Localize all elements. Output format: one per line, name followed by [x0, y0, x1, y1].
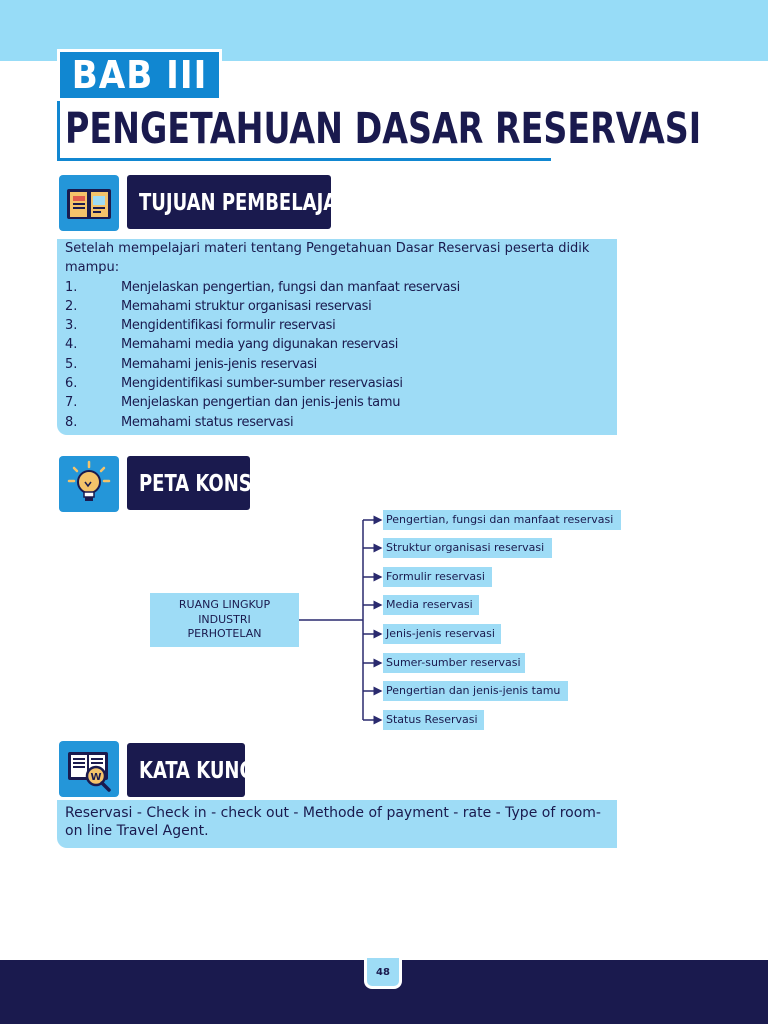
list-item: 4. Memahami media yang digunakan reservasi	[65, 337, 399, 353]
list-item: 5. Memahami jenis-jenis reservasi	[65, 356, 317, 372]
list-item: 2. Memahami struktur organisasi reservasi	[65, 298, 372, 314]
concept-map-branch: Jenis-jenis reservasi	[383, 624, 501, 644]
page-title: PENGETAHUAN DASAR RESERVASI	[65, 104, 702, 154]
list-item: 6. Mengidentifikasi sumber-sumber reservasiasi	[65, 376, 403, 392]
keywords-box	[57, 800, 617, 848]
concept-map-branch: Media reservasi	[383, 595, 479, 615]
objectives-heading: TUJUAN PEMBELAJARAN	[139, 188, 381, 216]
page-number: 48	[376, 966, 390, 978]
list-item: 8. Memahami status reservasi	[65, 414, 294, 430]
keywords-icon-box	[59, 741, 119, 797]
keywords-heading: KATA KUNCI	[139, 756, 260, 784]
svg-text:W: W	[90, 772, 102, 783]
chapter-label: BAB III	[71, 53, 208, 97]
keywords-heading-box	[127, 743, 260, 797]
list-item: 7. Menjelaskan pengertian dan jenis-jenis tamu	[65, 395, 401, 411]
concept-map-branch: Pengertian, fungsi dan manfaat reservasi	[383, 510, 621, 530]
concept-map-branch: Formulir reservasi	[383, 567, 492, 587]
concept-map-heading: PETA KONSEP	[139, 469, 278, 497]
book-magnifier-icon	[65, 746, 113, 792]
concept-map-root: RUANG LINGKUP INDUSTRI PERHOTELAN	[150, 593, 299, 647]
keywords-text: Reservasi - Check in - check out - Methode of payment - rate - Type of room- on line Travel Agent.	[65, 805, 601, 839]
concept-map-branch: Pengertian dan jenis-jenis tamu	[383, 681, 568, 701]
objectives-intro: Setelah mempelajari materi tentang Pengetahuan Dasar Reservasi peserta didik mampu:	[65, 241, 590, 276]
page-number-badge	[364, 958, 402, 989]
concept-map-branch: Struktur organisasi reservasi	[383, 538, 552, 558]
list-item: 3. Mengidentifikasi formulir reservasi	[65, 318, 336, 334]
concept-map-branch: Status Reservasi	[383, 710, 484, 730]
concept-map-branch: Sumer-sumber reservasi	[383, 653, 525, 673]
list-item: 1. Menjelaskan pengertian, fungsi dan manfaat reservasi	[65, 279, 460, 295]
